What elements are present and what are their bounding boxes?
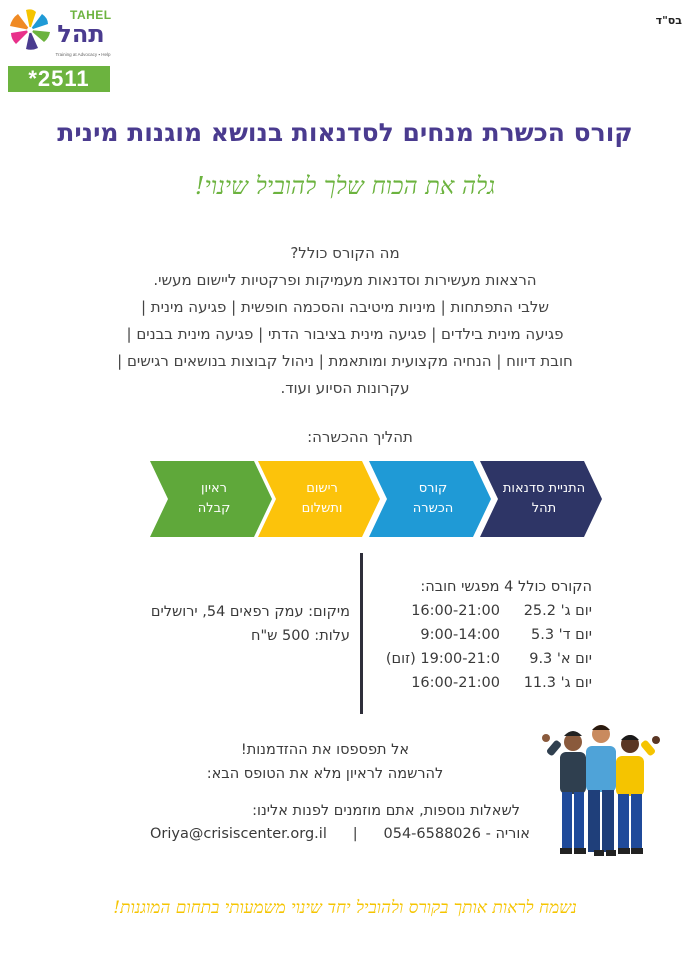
- schedule-day: יום ג' 11.3: [523, 675, 592, 691]
- contact-question: לשאלות נוספות, אתם מוזמנים לפנות אלינו:: [252, 803, 520, 819]
- process-steps: [150, 461, 610, 537]
- course-contents-line: חובת דיווח | הנחיה מקצועית ומותאמת | ניהול קבוצות בנושאים רגישים |: [117, 352, 573, 370]
- brand-name-english: TAHEL: [70, 8, 112, 22]
- people-illustration: [540, 722, 662, 862]
- flower-logo-icon: [8, 8, 52, 52]
- process-step-registration: [258, 461, 380, 537]
- schedule-time: 16:00-21:00: [411, 603, 500, 619]
- schedule-heading: הקורס כולל 4 מפגשי חובה:: [420, 579, 592, 595]
- brand-tagline: Training at Advocacy ▪ Help: [55, 52, 111, 57]
- schedule: [380, 575, 592, 695]
- schedule-time: 19:00-21:0 (זום): [385, 651, 500, 667]
- location-place: מיקום: עמק רפאים 54, ירושלים: [150, 604, 350, 620]
- call-to-action: [180, 738, 470, 786]
- course-contents-line: הרצאות מעשירות וסדנאות מעמיקות ופרקטיות ליישום מעשי.: [153, 271, 537, 289]
- schedule-day: יום ד' 5.3: [531, 627, 592, 643]
- schedule-row: [380, 647, 592, 671]
- process-step-interview: [150, 461, 272, 537]
- brand-name-hebrew: תהל: [57, 20, 105, 48]
- schedule-row: [380, 599, 592, 623]
- course-contents-heading: מה הקורס כולל?: [290, 244, 400, 262]
- location-cost: עלות: 500 ש"ח: [250, 628, 350, 644]
- course-contents-line: עקרונות הסיוע ועוד.: [280, 379, 410, 397]
- schedule-row: [380, 671, 592, 695]
- process-title: תהליך ההכשרה:: [307, 428, 413, 446]
- cta-line: אל תפספסו את ההזדמנות!: [240, 742, 410, 758]
- contact-details: [150, 826, 530, 842]
- process-step-label: ראיון קבלה: [197, 481, 231, 516]
- footer-message: נשמח לראות אותך בקורס ולהוביל יחד שינוי משמעותי בתחום המוגנות!: [113, 898, 577, 918]
- hotline-badge: *2511: [8, 66, 110, 92]
- process-step-workshops: [480, 461, 602, 537]
- process-step-course: [369, 461, 491, 537]
- course-contents: [100, 240, 590, 402]
- course-contents-line: פגיעה מינית בילדים | פגיעה מינית בציבור הדתי | פגיעה מינית בבנים |: [126, 325, 564, 343]
- vertical-divider: [360, 553, 363, 714]
- contact-phone-link[interactable]: אוריה - 054-6588026: [383, 826, 530, 842]
- registration-link[interactable]: להרשמה לראיון מלא את הטופס הבא:: [206, 766, 444, 782]
- process-step-label: התניית סדנאות תהל: [502, 481, 586, 516]
- contact-email-link[interactable]: Oriya@crisiscenter.org.il: [150, 826, 327, 842]
- contact-separator: |: [352, 826, 358, 842]
- location-info: [60, 600, 350, 648]
- course-contents-line: שלבי התפתחות | מיניות מיטיבה והסכמה חופשית | פגיעה מינית |: [140, 298, 550, 316]
- schedule-time: 9:00-14:00: [420, 627, 500, 643]
- page-title: קורס הכשרת מנחים לסדנאות בנושא מוגנות מינית: [57, 118, 633, 147]
- process-step-label: קורס הכשרה: [412, 481, 454, 516]
- tahel-logo: [8, 6, 110, 90]
- schedule-row: [380, 623, 592, 647]
- schedule-day: יום ג' 25.2: [523, 603, 592, 619]
- schedule-time: 16:00-21:00: [411, 675, 500, 691]
- bsd-mark: בס"ד: [655, 14, 682, 27]
- schedule-day: יום א' 9.3: [529, 651, 592, 667]
- slogan: גלה את הכוח שלך להוביל שינוי!: [194, 172, 496, 200]
- process-step-label: רישום ותשלום: [301, 481, 343, 516]
